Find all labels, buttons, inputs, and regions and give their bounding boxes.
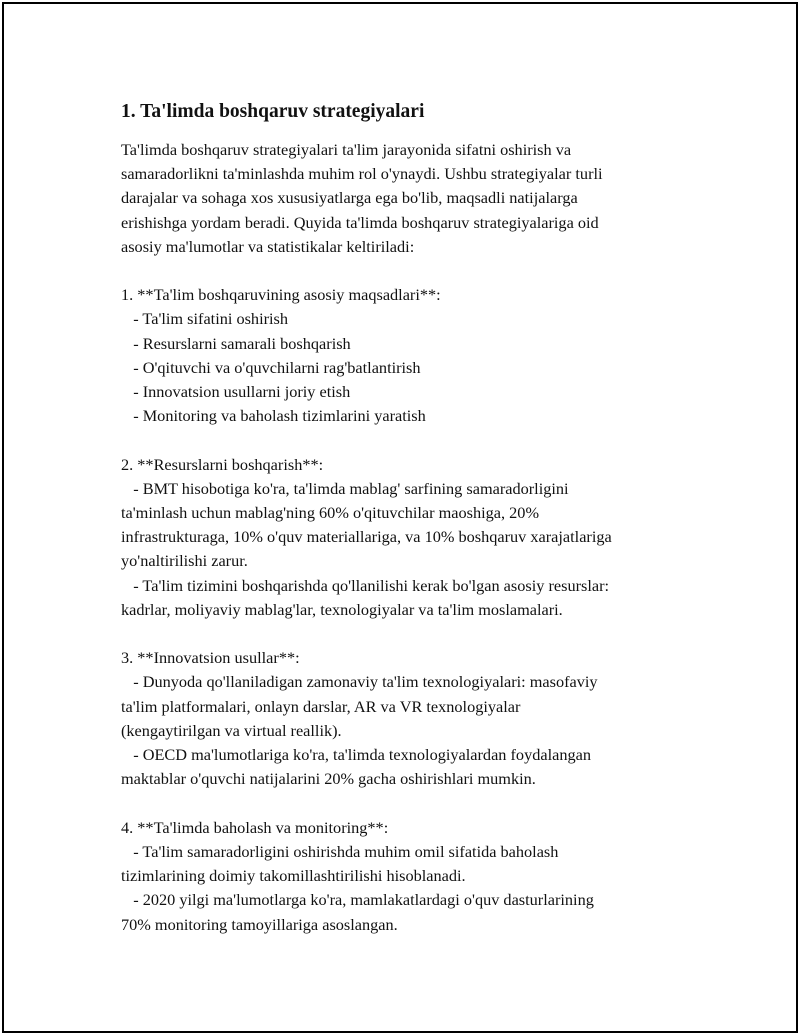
document-content (121, 100, 681, 937)
page-frame (2, 2, 798, 1033)
section-title: 1. Ta'limda boshqaruv strategiyalari (121, 101, 425, 122)
section-body-text: Ta'limda boshqaruv strategiyalari ta'lim jarayonida sifatni oshirish va samaradorlikni ta'minlashda muhim rol o'ynaydi. Ushbu strategiyalar turli darajalar va sohaga xos xususiyatlarga ega bo'lib, maqsadli natijalarga erishishga yordam beradi. Quyida ta'limda boshqaruv strategiyalariga oid asosiy ma'lumotlar va statistikalar keltiriladi: 1. **Ta'lim boshqaruvining asosiy maqsadlari**: - Ta'lim sifatini oshirish - Resurslarni samarali boshqarish - O'qituvchi va o'quvchilarni rag'batlantirish - Innovatsion usullarni joriy etish - Monitoring va baholash tizimlarini yaratish 2. **Resurslarni boshqarish**: - BMT hisobotiga ko'ra, ta'limda mablag' sarfining samaradorligini ta'minlash uchun mablag'ning 60% o'qituvchilar maoshiga, 20% infrastrukturaga, 10% o'quv materiallariga, va 10% boshqaruv xarajatlariga yo'naltirilishi zarur. - Ta'lim tizimini boshqarishda qo'llanilishi kerak bo'lgan asosiy resurslar: kadrlar, moliyaviy mablag'lar, texnologiyalar va ta'lim moslamalari. 3. **Innovatsion usullar**: - Dunyoda qo'llaniladigan zamonaviy ta'lim texnologiyalari: masofaviy ta'lim platformalari, onlayn darslar, AR va VR texnologiyalar (kengaytirilgan va virtual reallik). - OECD ma'lumotlariga ko'ra, ta'limda texnologiyalardan foydalangan maktablar o'quvchi natijalarini 20% gacha oshirishlari mumkin. 4. **Ta'limda baholash va monitoring**: - Ta'lim samaradorligini oshirishda muhim omil sifatida baholash tizimlarining doimiy takomillashtirilishi hisoblanadi. - 2020 yilgi ma'lumotlarga ko'ra, mamlakatlardagi o'quv dasturlarining 70% monitoring tamoyillariga asoslangan. (121, 140, 612, 934)
